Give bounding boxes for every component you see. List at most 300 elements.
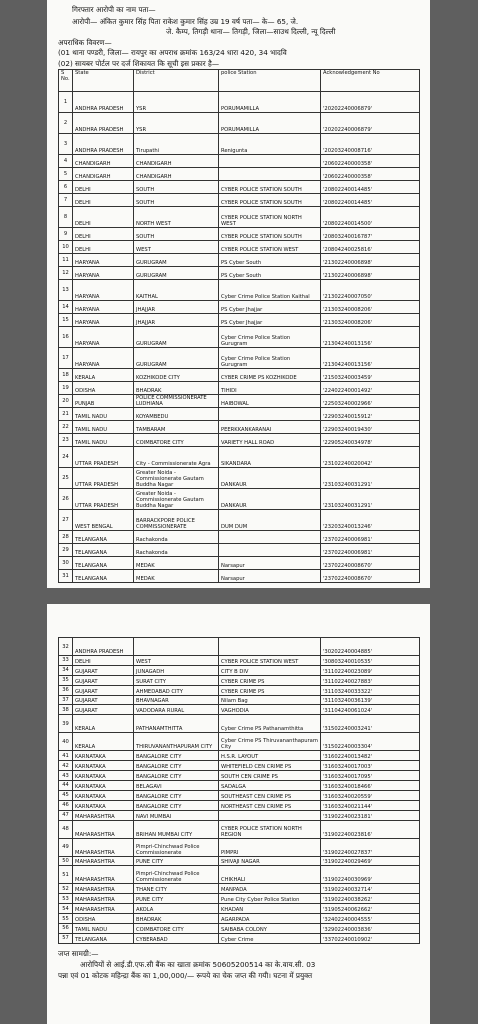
cell-sno: 10	[59, 241, 73, 254]
cell-police-station: Cyber Crime Police Station Gurugram	[219, 327, 321, 348]
cell-sno: 15	[59, 314, 73, 327]
cell-state: UTTAR PRADESH	[73, 489, 134, 510]
cell-district: BARRACKPORE POLICE COMMISSIONERATE	[134, 510, 219, 531]
cell-police-station: DANKAUR	[219, 489, 321, 510]
table-row	[59, 369, 420, 382]
cell-ack-no: '31603240017003'	[321, 761, 420, 771]
table-row	[59, 751, 420, 761]
cell-district: CHANDIGARH	[134, 168, 219, 181]
cell-state: DELHI	[73, 207, 134, 228]
cell-ack-no: '20804240025816'	[321, 241, 420, 254]
cell-district: SOUTH	[134, 194, 219, 207]
cell-district: YSR	[134, 113, 219, 134]
cell-state: GUJARAT	[73, 675, 134, 685]
cell-district: Tirupathi	[134, 134, 219, 155]
cell-sno: 57	[59, 933, 73, 943]
table-row	[59, 382, 420, 395]
cell-ack-no: '20602240000358'	[321, 168, 420, 181]
cell-ack-no: '23702240008670'	[321, 557, 420, 570]
cell-district: PATHANAMTHITTA	[134, 715, 219, 733]
cell-ack-no: '31902240030969'	[321, 866, 420, 884]
cell-state: TAMIL NADU	[73, 421, 134, 434]
cell-district: NORTH WEST	[134, 207, 219, 228]
table-row	[59, 468, 420, 489]
cell-sno: 44	[59, 781, 73, 791]
cell-police-station: CYBER POLICE STATION WEST	[219, 241, 321, 254]
cell-ack-no: '23102240020042'	[321, 447, 420, 468]
cell-police-station: CYBER POLICE STATION SOUTH	[219, 194, 321, 207]
table-row	[59, 489, 420, 510]
cell-state: MAHARASHTRA	[73, 894, 134, 904]
cell-sno: 8	[59, 207, 73, 228]
cell-district: Rachakonda	[134, 544, 219, 557]
cell-sno: 18	[59, 369, 73, 382]
cell-district: SOUTH	[134, 181, 219, 194]
table-row	[59, 884, 420, 894]
cell-police-station: VAGHODIA	[219, 705, 321, 715]
cell-police-station	[219, 408, 321, 421]
table-row	[59, 194, 420, 207]
cell-police-station: Cyber Crime PS Thiruvananthapuram City	[219, 733, 321, 751]
cell-district: GURUGRAM	[134, 267, 219, 280]
cell-sno: 19	[59, 382, 73, 395]
cell-police-station: AGARPADA	[219, 914, 321, 924]
cell-ack-no: '31902240029469'	[321, 856, 420, 866]
table-row	[59, 685, 420, 695]
cell-district: BANGALORE CITY	[134, 800, 219, 810]
cell-sno: 34	[59, 665, 73, 675]
cell-ack-no: '20802240014500'	[321, 207, 420, 228]
cell-district: TAMBARAM	[134, 421, 219, 434]
table-row	[59, 348, 420, 369]
cell-ack-no: '32902240003836'	[321, 924, 420, 934]
cell-ack-no: '22402240001492'	[321, 382, 420, 395]
document-page-2	[47, 604, 430, 1024]
table-row	[59, 134, 420, 155]
cell-state: ODISHA	[73, 914, 134, 924]
cell-sno: 22	[59, 421, 73, 434]
cell-sno: 32	[59, 638, 73, 656]
cell-state: HARYANA	[73, 348, 134, 369]
table-row	[59, 914, 420, 924]
table-row	[59, 933, 420, 943]
cell-state: DELHI	[73, 194, 134, 207]
table-row	[59, 510, 420, 531]
cell-district: BANGALORE CITY	[134, 761, 219, 771]
cell-district: KOZHIKODE CITY	[134, 369, 219, 382]
cell-sno: 52	[59, 884, 73, 894]
cell-sno: 54	[59, 904, 73, 914]
cell-sno: 3	[59, 134, 73, 155]
cell-district: JHAJJAR	[134, 301, 219, 314]
footer-line-3: पन्ना एवं 01 कोटक महिन्द्रा बैंक का 1,00,000/— रूपये का चेक जप्त की गयी। घटना में प्रयुक्त	[58, 970, 313, 980]
cell-police-station: Cyber Crime Police Station Gurugram	[219, 348, 321, 369]
cell-district: COIMBATORE CITY	[134, 434, 219, 447]
table-row	[59, 656, 420, 666]
cell-sno: 39	[59, 715, 73, 733]
header-block	[58, 5, 419, 69]
table-row	[59, 267, 420, 280]
cell-police-station: CYBER CRIME PS KOZHIKODE	[219, 369, 321, 382]
table-body-page-2	[59, 638, 420, 944]
header-district: District	[134, 70, 219, 92]
cell-sno: 4	[59, 155, 73, 168]
cell-ack-no: '20202240006879'	[321, 92, 420, 113]
cell-police-station: DANKAUR	[219, 468, 321, 489]
cell-sno: 33	[59, 656, 73, 666]
table-row	[59, 113, 420, 134]
cell-police-station	[219, 168, 321, 181]
cell-ack-no: '32402240004555'	[321, 914, 420, 924]
table-row	[59, 314, 420, 327]
cell-ack-no: '31102240027883'	[321, 675, 420, 685]
cell-ack-no: '21503240003459'	[321, 369, 420, 382]
cell-ack-no: '21303240008206'	[321, 301, 420, 314]
cell-state: MAHARASHTRA	[73, 884, 134, 894]
cell-sno: 17	[59, 348, 73, 369]
cell-state: ANDHRA PRADESH	[73, 113, 134, 134]
cell-district: BELAGAVI	[134, 781, 219, 791]
cell-sno: 50	[59, 856, 73, 866]
cell-state: PUNJAB	[73, 395, 134, 408]
cell-ack-no: '21304240013156'	[321, 327, 420, 348]
cell-sno: 43	[59, 771, 73, 781]
cell-ack-no: '31603240017095'	[321, 771, 420, 781]
cell-police-station: SAIBABA COLONY	[219, 924, 321, 934]
table-row	[59, 810, 420, 820]
cell-sno: 5	[59, 168, 73, 181]
cell-ack-no: '21303240008206'	[321, 314, 420, 327]
table-row	[59, 733, 420, 751]
cell-district: Greater Noida - Commissionerate Gautam Buddha Nagar	[134, 489, 219, 510]
cell-district: SURAT CITY	[134, 675, 219, 685]
table-row	[59, 894, 420, 904]
cell-police-station: SOUTH CEN CRIME PS	[219, 771, 321, 781]
cell-state: KARNATAKA	[73, 800, 134, 810]
cell-police-station	[219, 155, 321, 168]
cell-sno: 16	[59, 327, 73, 348]
cell-district: COIMBATORE CITY	[134, 924, 219, 934]
cell-police-station: CYBER CRIME PS	[219, 675, 321, 685]
cell-police-station: WHITEFIELD CEN CRIME PS	[219, 761, 321, 771]
cell-ack-no: '31902240038262'	[321, 894, 420, 904]
cell-sno: 42	[59, 761, 73, 771]
cell-police-station: SIKANDARA	[219, 447, 321, 468]
cell-sno: 29	[59, 544, 73, 557]
cell-police-station: CYBER POLICE STATION NORTH WEST	[219, 207, 321, 228]
cell-sno: 47	[59, 810, 73, 820]
cell-sno: 1	[59, 92, 73, 113]
cell-sno: 35	[59, 675, 73, 685]
cell-police-station: SADALGA	[219, 781, 321, 791]
cell-ack-no: '20802240014485'	[321, 181, 420, 194]
table-row	[59, 771, 420, 781]
cell-police-station: Nilam Bag	[219, 695, 321, 705]
cell-sno: 56	[59, 924, 73, 934]
cell-police-station: CYBER CRIME PS	[219, 685, 321, 695]
cell-state: KERALA	[73, 369, 134, 382]
cell-state: KARNATAKA	[73, 751, 134, 761]
cell-sno: 40	[59, 733, 73, 751]
cell-police-station: PIMPRI	[219, 838, 321, 856]
cell-ack-no: '31602240013482'	[321, 751, 420, 761]
cell-police-station: Cyber Crime Police Station Kaithal	[219, 280, 321, 301]
cell-sno: 12	[59, 267, 73, 280]
table-row	[59, 638, 420, 656]
header-line-2: आरोपी— अंकित कुमार सिंह पिता राकेश कुमार सिंह उम्र 19 वर्ष पता— के— 65, जे.	[72, 16, 299, 26]
cell-ack-no: '31103240036139'	[321, 695, 420, 705]
table-row	[59, 327, 420, 348]
cell-ack-no: '21302240007050'	[321, 280, 420, 301]
table-row	[59, 408, 420, 421]
cell-ack-no: '31102240023089'	[321, 665, 420, 675]
cell-district: CHANDIGARH	[134, 155, 219, 168]
table-row	[59, 421, 420, 434]
table-row	[59, 790, 420, 800]
table-row	[59, 924, 420, 934]
cell-police-station	[219, 544, 321, 557]
cell-ack-no: '23702240008670'	[321, 570, 420, 583]
table-row	[59, 761, 420, 771]
cell-state: GUJARAT	[73, 685, 134, 695]
cell-ack-no: '21302240006898'	[321, 267, 420, 280]
cell-ack-no: '21302240006898'	[321, 254, 420, 267]
table-row	[59, 168, 420, 181]
cell-police-station: CITY B DIV	[219, 665, 321, 675]
header-line-3: जे. कैम्प, तिगड़ी थाना— तिगड़ी, जिला—साउथ दिल्ली, न्यू दिल्ली	[166, 27, 336, 36]
table-row	[59, 856, 420, 866]
cell-district: AHMEDABAD CITY	[134, 685, 219, 695]
cell-police-station: CYBER POLICE STATION WEST	[219, 656, 321, 666]
cell-police-station: Narsapur	[219, 557, 321, 570]
cell-state: HARYANA	[73, 254, 134, 267]
table-row	[59, 155, 420, 168]
cell-ack-no: '22503240002966'	[321, 395, 420, 408]
cell-sno: 31	[59, 570, 73, 583]
cell-state: KERALA	[73, 733, 134, 751]
table-row	[59, 715, 420, 733]
cell-ack-no: '22903240019430'	[321, 421, 420, 434]
cell-ack-no: '31905240062662'	[321, 904, 420, 914]
cell-police-station: H.S.R. LAYOUT	[219, 751, 321, 761]
cell-district: PUNE CITY	[134, 894, 219, 904]
table-row	[59, 781, 420, 791]
cell-sno: 28	[59, 531, 73, 544]
cell-police-station: PEERKKANKARANAI	[219, 421, 321, 434]
cell-state: CHANDIGARH	[73, 168, 134, 181]
cell-sno: 24	[59, 447, 73, 468]
cell-sno: 55	[59, 914, 73, 924]
cell-ack-no: '23702240006981'	[321, 544, 420, 557]
cell-police-station: PS Cyber Jhajjar	[219, 301, 321, 314]
footer-line-2: आरोपियों से आई.डी.एफ.सी बैंक का खाता क्रमांक 50605200514 का के.वाय.सी. 03	[80, 959, 316, 969]
table-row	[59, 838, 420, 856]
cell-ack-no: '23103240031291'	[321, 468, 420, 489]
cell-state: CHANDIGARH	[73, 155, 134, 168]
cell-district: BANGALORE CITY	[134, 790, 219, 800]
cell-police-station: HAIBOWAL	[219, 395, 321, 408]
cell-district: KAITHAL	[134, 280, 219, 301]
cell-police-station: MANPADA	[219, 884, 321, 894]
cell-ack-no: '20203240008716'	[321, 134, 420, 155]
cell-sno: 30	[59, 557, 73, 570]
cell-district: JHAJJAR	[134, 314, 219, 327]
cell-police-station: SOUTHEAST CEN CRIME PS	[219, 790, 321, 800]
cell-police-station: PS Cyber South	[219, 267, 321, 280]
cell-ack-no: '20602240000358'	[321, 155, 420, 168]
cell-district: POLICE COMMISSIONERATE LUDHIANA	[134, 395, 219, 408]
cell-police-station: CYBER POLICE STATION NORTH REGION	[219, 820, 321, 838]
footer-block	[58, 948, 419, 981]
cell-police-station: Cyber Crime PS Pathanamthitta	[219, 715, 321, 733]
cell-ack-no: '31603240018466'	[321, 781, 420, 791]
cell-sno: 38	[59, 705, 73, 715]
cell-district: BANGALORE CITY	[134, 771, 219, 781]
table-row	[59, 92, 420, 113]
cell-ack-no: '31502240003241'	[321, 715, 420, 733]
cell-ack-no: '22905240034978'	[321, 434, 420, 447]
cell-state: HARYANA	[73, 327, 134, 348]
table-row	[59, 228, 420, 241]
cell-district: SOUTH	[134, 228, 219, 241]
cell-sno: 13	[59, 280, 73, 301]
cell-state: KARNATAKA	[73, 781, 134, 791]
cell-district: THIRUVANANTHAPURAM CITY	[134, 733, 219, 751]
cell-state: HARYANA	[73, 314, 134, 327]
table-row	[59, 695, 420, 705]
table-row	[59, 254, 420, 267]
cell-police-station	[219, 531, 321, 544]
cell-state: TELANGANA	[73, 557, 134, 570]
cell-ack-no: '20803240016787'	[321, 228, 420, 241]
cell-district: KOYAMBEDU	[134, 408, 219, 421]
complaint-table-page-2	[58, 637, 420, 944]
cell-sno: 9	[59, 228, 73, 241]
cell-police-station: PS Cyber Jhajjar	[219, 314, 321, 327]
cell-state: TAMIL NADU	[73, 408, 134, 421]
cell-district: GURUGRAM	[134, 254, 219, 267]
cell-state: TELANGANA	[73, 933, 134, 943]
document-page-1	[47, 0, 430, 588]
cell-sno: 2	[59, 113, 73, 134]
cell-ack-no: '31603240020559'	[321, 790, 420, 800]
header-line-5: (01 थाना पण्डरी, जिला— रायपुर का अपराध क्रमांक 163/24 धारा 420, 34 भादवि	[58, 48, 287, 57]
cell-sno: 48	[59, 820, 73, 838]
header-line-6: (02) सायबर पोर्टल पर दर्ज शिकायत कि सूची इस प्रकार है—	[58, 58, 220, 68]
cell-sno: 11	[59, 254, 73, 267]
cell-police-station: CYBER POLICE STATION SOUTH	[219, 228, 321, 241]
cell-state: GUJARAT	[73, 695, 134, 705]
cell-state: DELHI	[73, 656, 134, 666]
cell-police-station: CHIKHALI	[219, 866, 321, 884]
cell-ack-no: '20202240006879'	[321, 113, 420, 134]
cell-ack-no: '31104240061024'	[321, 705, 420, 715]
table-row	[59, 301, 420, 314]
cell-district: BANGALORE CITY	[134, 751, 219, 761]
cell-ack-no: '31902240023816'	[321, 820, 420, 838]
cell-district: PUNE CITY	[134, 856, 219, 866]
cell-state: MAHARASHTRA	[73, 904, 134, 914]
cell-state: KERALA	[73, 715, 134, 733]
table-row	[59, 800, 420, 810]
cell-district: MEDAK	[134, 557, 219, 570]
cell-sno: 51	[59, 866, 73, 884]
header-police-station: police Station	[219, 70, 321, 92]
cell-ack-no: '30202240004885'	[321, 638, 420, 656]
table-row	[59, 544, 420, 557]
cell-district: VADODARA RURAL	[134, 705, 219, 715]
cell-police-station	[219, 638, 321, 656]
cell-district: BHAVNAGAR	[134, 695, 219, 705]
cell-district: Rachakonda	[134, 531, 219, 544]
cell-district	[134, 638, 219, 656]
cell-sno: 46	[59, 800, 73, 810]
cell-district: NAVI MUMBAI	[134, 810, 219, 820]
cell-police-station: DUM DUM	[219, 510, 321, 531]
cell-sno: 27	[59, 510, 73, 531]
table-row	[59, 434, 420, 447]
cell-state: TELANGANA	[73, 544, 134, 557]
cell-ack-no: '21304240013156'	[321, 348, 420, 369]
cell-district: YSR	[134, 92, 219, 113]
cell-state: ODISHA	[73, 382, 134, 395]
cell-state: DELHI	[73, 228, 134, 241]
cell-state: ANDHRA PRADESH	[73, 134, 134, 155]
cell-state: UTTAR PRADESH	[73, 447, 134, 468]
complaint-table-page-1	[58, 69, 420, 583]
cell-state: TELANGANA	[73, 531, 134, 544]
cell-ack-no: '33702240010902'	[321, 933, 420, 943]
cell-police-station: Pune City Cyber Police Station	[219, 894, 321, 904]
table-row	[59, 207, 420, 228]
cell-police-station: PORUMAMILLA	[219, 113, 321, 134]
cell-state: GUJARAT	[73, 665, 134, 675]
header-ack-no: Acknowledgement No	[321, 70, 420, 92]
cell-state: HARYANA	[73, 280, 134, 301]
cell-state: GUJARAT	[73, 705, 134, 715]
cell-state: HARYANA	[73, 301, 134, 314]
cell-state: MAHARASHTRA	[73, 820, 134, 838]
table-row	[59, 181, 420, 194]
cell-ack-no: '31902240032714'	[321, 884, 420, 894]
cell-state: MAHARASHTRA	[73, 866, 134, 884]
cell-ack-no: '31902240023181'	[321, 810, 420, 820]
cell-police-station: SHIVAJI NAGAR	[219, 856, 321, 866]
table-row	[59, 395, 420, 408]
cell-ack-no: '31103240033322'	[321, 685, 420, 695]
cell-state: ANDHRA PRADESH	[73, 638, 134, 656]
cell-state: KARNATAKA	[73, 790, 134, 800]
cell-district: Greater Noida - Commissionerate Gautam Buddha Nagar	[134, 468, 219, 489]
table-row	[59, 531, 420, 544]
cell-state: ANDHRA PRADESH	[73, 92, 134, 113]
cell-district: THANE CITY	[134, 884, 219, 894]
cell-police-station: VARIETY HALL ROAD	[219, 434, 321, 447]
cell-ack-no: '31502240003304'	[321, 733, 420, 751]
cell-district: City - Commissionerate Agra	[134, 447, 219, 468]
cell-sno: 6	[59, 181, 73, 194]
cell-state: TELANGANA	[73, 570, 134, 583]
cell-sno: 26	[59, 489, 73, 510]
table-row	[59, 665, 420, 675]
cell-ack-no: '23702240006981'	[321, 531, 420, 544]
table-row	[59, 904, 420, 914]
cell-sno: 23	[59, 434, 73, 447]
cell-state: WEST BENGAL	[73, 510, 134, 531]
cell-police-station: Cyber Crime	[219, 933, 321, 943]
cell-district: GURUGRAM	[134, 327, 219, 348]
cell-district: CYBERABAD	[134, 933, 219, 943]
